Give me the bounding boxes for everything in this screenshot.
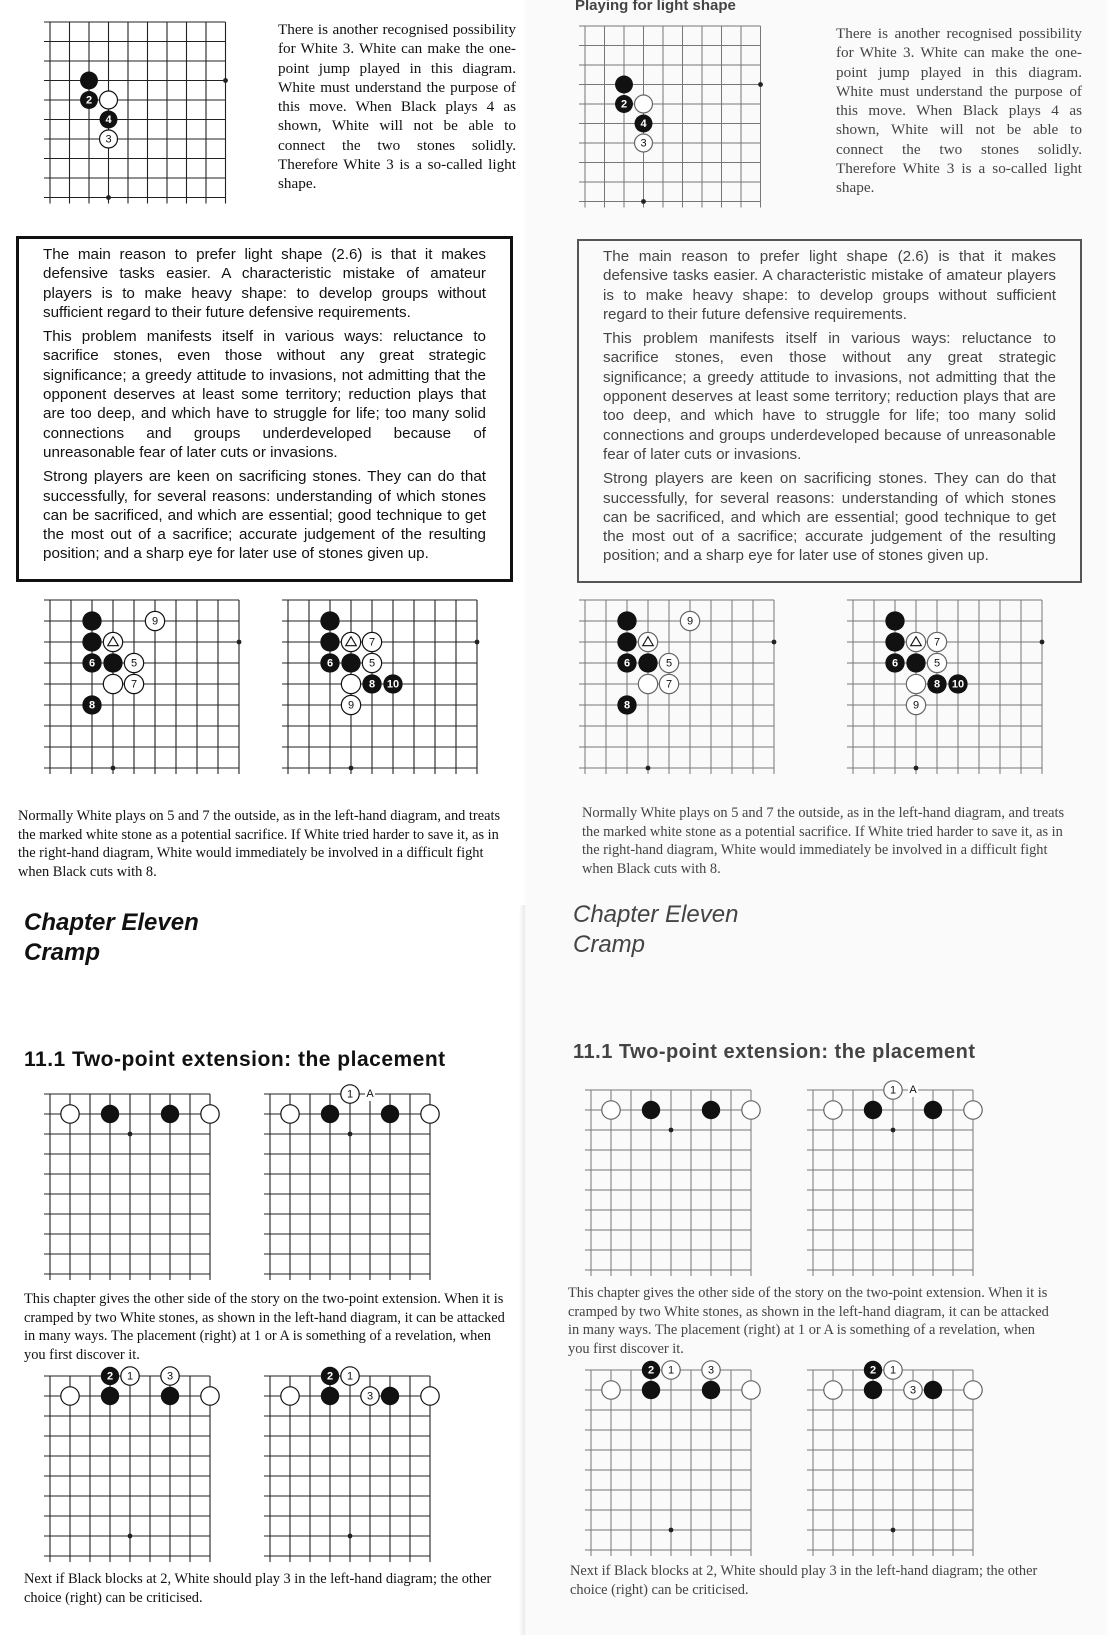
go-diagram-block-right [805,1362,1005,1562]
star-point [891,1528,896,1533]
move-number: 4 [640,118,647,130]
black-stone [615,76,633,94]
chapter-subtitle: Cramp [24,939,101,966]
move-number: 9 [686,615,694,628]
move-number: 6 [326,657,334,670]
white-stone [103,632,122,651]
white-stone [964,1381,982,1399]
move-number: 3 [640,137,647,150]
box-paragraph-1: The main reason to prefer light shape (2.6) is that it makes defensive tasks easier. A characteristic mistake of amateur players is to make heavy shape: to develop groups without sufficient regard to their future defensive requirements. [603,248,1056,323]
white-stone [602,1101,620,1119]
board-letter-label: A [909,1084,917,1096]
star-point [128,1132,133,1137]
star-point [669,1528,674,1533]
white-stone [201,1105,219,1123]
white-stone [421,1387,439,1405]
move-number: 8 [623,699,631,712]
go-diagram-sacrifice-left [42,592,262,794]
white-stone [281,1387,299,1405]
white-stone [906,632,925,651]
move-number: 3 [366,1390,374,1403]
move-number: 6 [623,657,631,670]
white-stone [906,674,925,693]
board-grid [579,26,761,208]
move-number: 2 [85,94,93,107]
white-stone [635,95,653,113]
move-number: 3 [105,133,112,146]
star-point [348,1534,353,1539]
placement-caption: This chapter gives the other side of the story on the two-point extension. When it is cramped by two White stones, as shown in the left-hand diagram, it can be attacked in many ways. The placement (right) at 1 or A is something of a revelation, when you first discover it. [24,1291,505,1363]
go-diagram-block-right [262,1368,462,1568]
star-point [349,766,354,771]
go-diagram-cramp-left [42,1086,242,1286]
go-diagram-sacrifice-left [577,592,797,794]
star-point [475,640,480,645]
board-grid [44,22,226,204]
star-point [1040,640,1045,645]
black-stone [702,1381,720,1399]
black-stone [617,632,636,651]
star-point [641,199,646,204]
black-stone [320,611,339,630]
white-stone [100,91,118,109]
sacrifice-caption: Normally White plays on 5 and 7 the outside, as in the left-hand diagram, and treats the marked white stone as a potential sacrifice. If White tried harder to save it, as in the right-hand diagram, White would immediately be involved in a difficult fight when Black cuts with 8. [582,805,1065,877]
black-stone [161,1105,179,1123]
placement-caption: This chapter gives the other side of the story on the two-point extension. When it is cramped by two White stones, as shown in the left-hand diagram, it can be attacked in many ways. The placement (right) at 1 or A is something of a revelation, when you first discover it. [568,1285,1049,1357]
block-caption: Next if Black blocks at 2, White should play 3 in the left-hand diagram; the other choice (right) can be criticised. [570,1563,1038,1598]
running-head: Playing for light shape [575,0,736,14]
black-stone [101,1105,119,1123]
go-diagram-sacrifice-right [280,592,500,794]
light-shape-box [16,236,513,582]
black-stone [906,653,925,672]
white-stone [281,1105,299,1123]
move-number: 6 [891,657,899,670]
black-stone [320,632,339,651]
star-point [223,78,228,83]
black-stone [864,1381,882,1399]
move-number: 1 [667,1364,675,1377]
white-stone [602,1381,620,1399]
black-stone [924,1101,942,1119]
move-number: 9 [912,699,920,712]
black-stone [381,1105,399,1123]
intro-paragraph: There is another recognised possibility for White 3. White can make the one-point jump played in this diagram. White must understand the purpose of this move. When Black plays 4 as shown, White will not be able to connect the two stones solidly. Therefore White 3 is a so-called light shape. [278,21,516,193]
black-stone [638,653,657,672]
light-shape-box [577,239,1082,583]
move-number: 5 [933,657,941,670]
move-number: 2 [647,1364,655,1377]
box-paragraph-3: Strong players are keen on sacrificing stones. They can do that successfully, for several reasons: understanding of which stones can be sacrificed, and which are essential; good technique to get the most out of a sacrifice; accurate judgement of the resulting position; and a sharp eye for later use of stones given up. [603,470,1056,565]
move-number: 1 [889,1364,897,1377]
black-stone [161,1387,179,1405]
white-stone [742,1101,760,1119]
left-page-scan [0,0,525,1635]
move-number: 10 [386,678,400,691]
star-point [111,766,116,771]
go-diagram-light-shape [42,14,252,214]
move-number: 3 [707,1364,715,1377]
star-point [128,1534,133,1539]
white-stone [421,1105,439,1123]
black-stone [924,1381,942,1399]
white-stone [742,1381,760,1399]
move-number: 3 [909,1384,917,1397]
move-number: 9 [347,699,355,712]
go-diagram-cramp-right [805,1082,1005,1282]
sacrifice-caption: Normally White plays on 5 and 7 the outside, as in the left-hand diagram, and treats the marked white stone as a potential sacrifice. If White tried harder to save it, as in the right-hand diagram, White would immediately be involved in a difficult fight when Black cuts with 8. [18,808,501,880]
black-stone [885,632,904,651]
move-number: 5 [665,657,673,670]
move-number: 8 [933,678,941,691]
box-paragraph-1: The main reason to prefer light shape (2.6) is that it makes defensive tasks easier. A characteristic mistake of amateur players is to make heavy shape: to develop groups without sufficient regard to their future defensive requirements. [43,246,486,321]
move-number: 7 [368,636,376,649]
white-stone [638,632,657,651]
black-stone [642,1101,660,1119]
white-stone [103,674,122,693]
star-point [914,766,919,771]
move-number: 5 [368,657,376,670]
white-stone [638,674,657,693]
box-paragraph-2: This problem manifests itself in various ways: reluctance to sacrifice stones, even those without any great strategic significance; a greedy attitude to invasions, not admitting that the opponent deserves at least some territory; reduction plays that are too deep, and which have to struggle for life; too many solid connections and groups underdeveloped because of unreasonable fear of later cuts or invasions. [603,330,1056,463]
box-paragraph-2: This problem manifests itself in various ways: reluctance to sacrifice stones, even those without any great strategic significance; a greedy attitude to invasions, not admitting that the opponent deserves at least some territory; reduction plays that are too deep, and which have to struggle for life; too many solid connections and groups underdeveloped because of unreasonable fear of later cuts or invasions. [43,328,486,461]
move-number: 1 [126,1370,134,1383]
box-paragraph-3: Strong players are keen on sacrificing stones. They can do that successfully, for several reasons: understanding of which stones can be sacrificed, and which are essential; good technique to get the most out of a sacrifice; accurate judgement of the resulting position; and a sharp eye for later use of stones given up. [43,468,486,563]
chapter-heading [573,900,738,960]
intro-paragraph: There is another recognised possibility for White 3. White can make the one-point jump played in this diagram. White must understand the purpose of this move. When Black plays 4 as shown, White will not be able to connect the two stones solidly. Therefore White 3 is a so-called light shape. [836,25,1082,197]
go-diagram-sacrifice-right [845,592,1065,794]
white-stone [964,1101,982,1119]
move-number: 8 [88,699,96,712]
move-number: 2 [106,1370,114,1383]
black-stone [321,1387,339,1405]
section-title: 11.1 Two-point extension: the placement [24,1048,446,1071]
chapter-title: Chapter Eleven [24,909,199,936]
star-point [669,1128,674,1133]
white-stone [201,1387,219,1405]
black-stone [381,1387,399,1405]
star-point [348,1132,353,1137]
chapter-title: Chapter Eleven [573,901,739,928]
go-diagram-block-left [583,1362,783,1562]
star-point [758,82,763,87]
white-stone [61,1387,79,1405]
white-stone [824,1381,842,1399]
move-number: 3 [166,1370,174,1383]
right-page-scan [525,0,1107,1635]
move-number: 2 [620,98,628,111]
black-stone [617,611,636,630]
move-number: 10 [951,678,965,691]
white-stone [824,1101,842,1119]
move-number: 1 [346,1088,354,1101]
white-stone [61,1105,79,1123]
black-stone [82,611,101,630]
black-stone [101,1387,119,1405]
board-letter-label: A [366,1088,374,1100]
white-stone [341,632,360,651]
move-number: 7 [933,636,941,649]
black-stone [103,653,122,672]
star-point [772,640,777,645]
move-number: 7 [665,678,673,691]
move-number: 1 [346,1370,354,1383]
star-point [237,640,242,645]
move-number: 2 [869,1364,877,1377]
move-number: 4 [105,114,112,126]
star-point [646,766,651,771]
black-stone [702,1101,720,1119]
move-number: 5 [130,657,138,670]
move-number: 2 [326,1370,334,1383]
white-stone [341,674,360,693]
go-diagram-cramp-right [262,1086,462,1286]
section-title: 11.1 Two-point extension: the placement [573,1041,976,1063]
star-point [106,195,111,200]
move-number: 6 [88,657,96,670]
black-stone [82,632,101,651]
move-number: 1 [889,1084,897,1097]
move-number: 8 [368,678,376,691]
go-diagram-cramp-left [583,1082,783,1282]
chapter-subtitle: Cramp [573,931,646,958]
black-stone [642,1381,660,1399]
black-stone [885,611,904,630]
move-number: 7 [130,678,138,691]
move-number: 9 [151,615,159,628]
block-caption: Next if Black blocks at 2, White should play 3 in the left-hand diagram; the other choice (right) can be criticised. [24,1571,492,1606]
go-diagram-block-left [42,1368,242,1568]
black-stone [864,1101,882,1119]
black-stone [80,72,98,90]
chapter-heading [24,908,199,968]
black-stone [341,653,360,672]
black-stone [321,1105,339,1123]
star-point [891,1128,896,1133]
go-diagram-light-shape [577,18,787,218]
